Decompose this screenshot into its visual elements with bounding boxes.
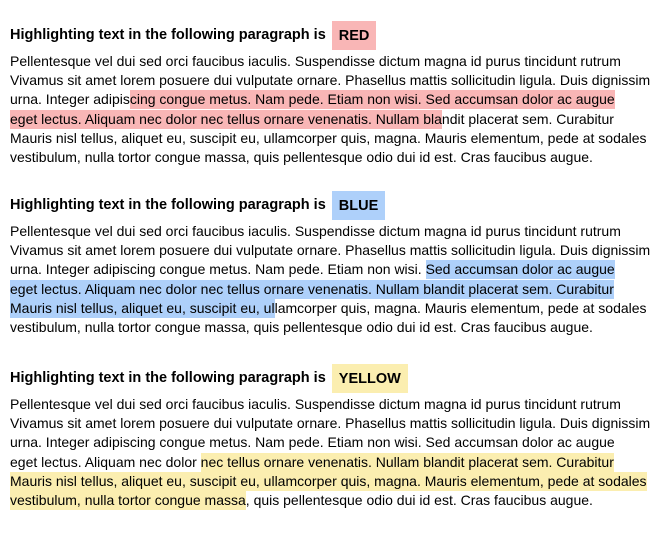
highlighted-text[interactable]: Mauris nisl tellus, aliquet eu, suscipit eu, ul — [10, 299, 275, 316]
section-yellow — [10, 363, 650, 510]
line-text: Pellentesque vel dui sed orci faucibus iaculis. Suspendisse dictum magna id purus tincidunt rutrum — [10, 223, 621, 239]
paragraph-line — [10, 472, 650, 491]
paragraph-line — [10, 414, 650, 433]
section-red — [10, 20, 650, 167]
paragraph-line — [10, 222, 650, 241]
line-text: ndit placerat sem. Curabitur — [441, 110, 614, 127]
line-text: eget lectus. Aliquam nec dolor — [10, 453, 201, 470]
paragraph-line — [10, 129, 650, 148]
paragraph-line — [10, 395, 650, 414]
color-badge-red: RED — [332, 21, 377, 50]
highlighted-text[interactable]: vestibulum, nulla tortor congue massa — [10, 491, 246, 508]
section-blue — [10, 190, 650, 337]
line-text: Vivamus sit amet lorem posuere dui vulputate ornare. Phasellus mattis sollicitudin ligula. Duis dignissim — [10, 415, 650, 432]
line-text: Pellentesque vel dui sed orci faucibus iaculis. Suspendisse dictum magna id purus tincidunt rutrum — [10, 53, 621, 69]
line-text: vestibulum, nulla tortor congue massa, quis pellentesque odio dui id est. Cras faucibus augue. — [10, 318, 593, 335]
highlighted-text[interactable]: eget lectus. Aliquam nec dolor nec tellus ornare venenatis. Nullam blandit placerat sem. Curabitur — [10, 280, 614, 297]
paragraph-yellow — [10, 395, 650, 510]
line-text: urna. Integer adipiscing congue metus. Nam pede. Etiam non wisi. — [10, 261, 426, 278]
color-badge-yellow: YELLOW — [332, 364, 408, 393]
highlighted-text[interactable]: eget lectus. Aliquam nec dolor nec tellus ornare venenatis. Nullam bla — [10, 110, 442, 127]
paragraph-line — [10, 241, 650, 260]
paragraph-line — [10, 52, 650, 71]
line-text: Pellentesque vel dui sed orci faucibus iaculis. Suspendisse dictum magna id purus tincidunt rutrum — [10, 396, 621, 412]
paragraph-line — [10, 299, 650, 318]
paragraph-line — [10, 433, 650, 452]
highlighted-text[interactable]: cing congue metus. Nam pede. Etiam non wisi. Sed accumsan dolor ac augue — [129, 91, 615, 108]
line-text: , quis pellentesque odio dui id est. Cras faucibus augue. — [245, 491, 593, 508]
line-text: Vivamus sit amet lorem posuere dui vulputate ornare. Phasellus mattis sollicitudin ligula. Duis dignissim — [10, 242, 650, 259]
paragraph-line — [10, 280, 650, 299]
paragraph-line — [10, 148, 650, 167]
paragraph-blue — [10, 222, 650, 337]
highlighted-text[interactable]: Mauris nisl tellus, aliquet eu, suscipit eu, ullamcorper quis, magna. Mauris elementum, pede at sodales — [10, 472, 647, 489]
heading-text: Highlighting text in the following paragraph is — [10, 27, 326, 43]
color-badge-blue: BLUE — [332, 191, 385, 220]
highlighted-text[interactable]: Sed accumsan dolor ac augue — [425, 261, 615, 278]
paragraph-line — [10, 110, 650, 129]
line-text: lamcorper quis, magna. Mauris elementum, pede at sodales — [274, 299, 647, 316]
paragraph-red — [10, 52, 650, 167]
line-text: Vivamus sit amet lorem posuere dui vulputate ornare. Phasellus mattis sollicitudin ligula. Duis dignissim — [10, 72, 650, 89]
heading-text: Highlighting text in the following paragraph is — [10, 197, 326, 213]
section-heading — [10, 20, 650, 50]
line-text: urna. Integer adipiscing congue metus. Nam pede. Etiam non wisi. Sed accumsan dolor ac augue — [10, 434, 615, 451]
highlighted-text[interactable]: nec tellus ornare venenatis. Nullam blandit placerat sem. Curabitur — [200, 453, 614, 470]
paragraph-line — [10, 260, 650, 279]
line-text: Mauris nisl tellus, aliquet eu, suscipit eu, ullamcorper quis, magna. Mauris elementum, pede at sodales — [10, 129, 647, 146]
heading-text: Highlighting text in the following paragraph is — [10, 370, 326, 386]
section-heading — [10, 190, 650, 220]
line-text: vestibulum, nulla tortor congue massa, quis pellentesque odio dui id est. Cras faucibus augue. — [10, 148, 593, 165]
paragraph-line — [10, 318, 650, 337]
paragraph-line — [10, 71, 650, 90]
section-heading — [10, 363, 650, 393]
paragraph-line — [10, 90, 650, 109]
line-text: urna. Integer adipis — [10, 91, 130, 108]
paragraph-line — [10, 453, 650, 472]
paragraph-line — [10, 491, 650, 510]
